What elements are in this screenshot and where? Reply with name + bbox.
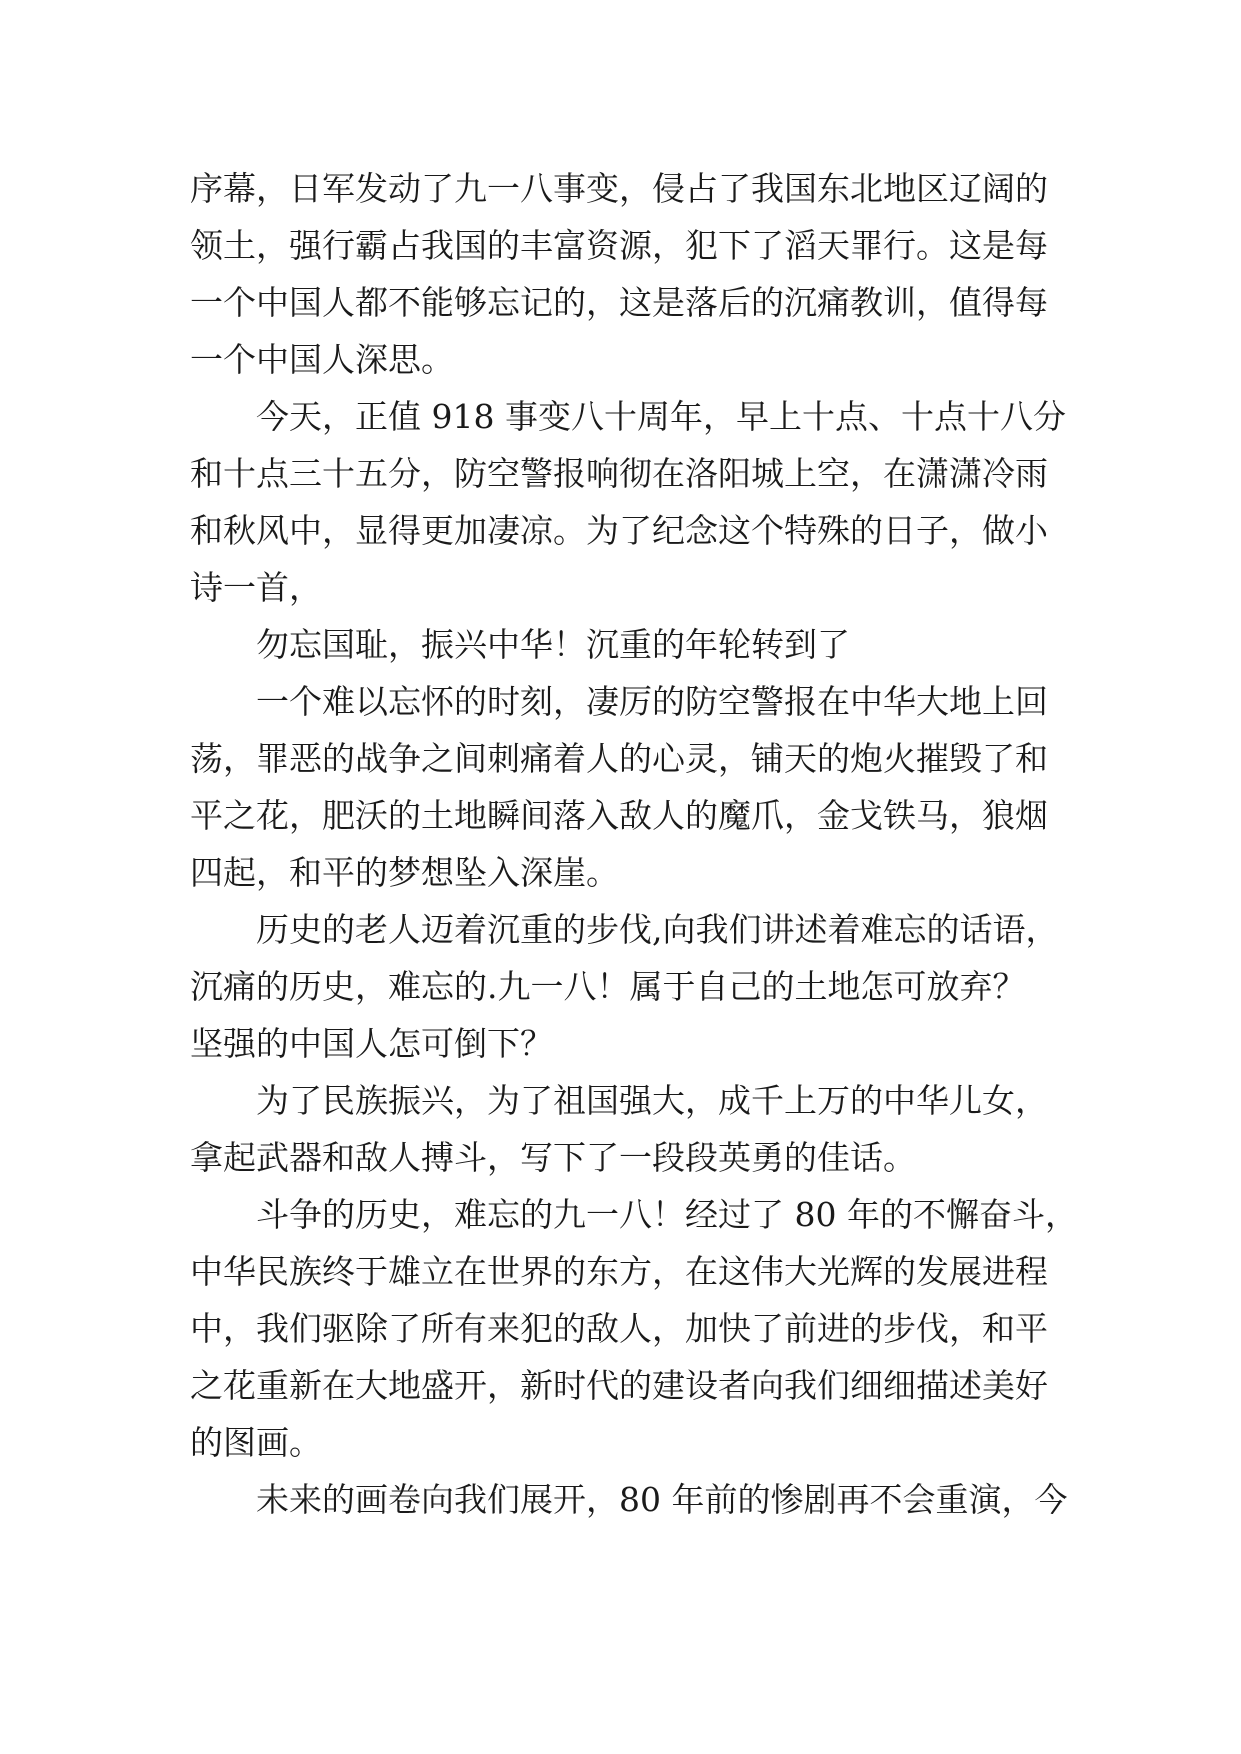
text-line: 一个中国人深思。 — [190, 340, 454, 379]
text-line: 中，我们驱除了所有来犯的敌人，加快了前进的步伐，和平 — [190, 1309, 1048, 1348]
text-line: 为了民族振兴，为了祖国强大，成千上万的中华儿女， — [190, 1081, 1048, 1120]
text-line: 拿起武器和敌人搏斗，写下了一段段英勇的佳话。 — [190, 1138, 916, 1177]
text-line: 和十点三十五分，防空警报响彻在洛阳城上空，在潇潇冷雨 — [190, 454, 1048, 493]
text-line: 坚强的中国人怎可倒下？ — [190, 1024, 553, 1063]
text-line: 和秋风中，显得更加凄凉。为了纪念这个特殊的日子，做小 — [190, 511, 1048, 550]
text-line: 一个难以忘怀的时刻，凄厉的防空警报在中华大地上回 — [190, 682, 1048, 721]
text-line: 历史的老人迈着沉重的步伐,向我们讲述着难忘的话语， — [190, 910, 1059, 949]
text-line: 中华民族终于雄立在世界的东方，在这伟大光辉的发展进程 — [190, 1252, 1048, 1291]
body-text — [190, 160, 1078, 1528]
text-line: 四起，和平的梦想坠入深崖。 — [190, 853, 619, 892]
text-line: 荡，罪恶的战争之间刺痛着人的心灵，铺天的炮火摧毁了和 — [190, 739, 1048, 778]
text-line: 今天，正值 918 事变八十周年，早上十点、十点十八分 — [190, 397, 1066, 436]
text-line: 平之花，肥沃的土地瞬间落入敌人的魔爪，金戈铁马，狼烟 — [190, 796, 1048, 835]
text-line: 一个中国人都不能够忘记的，这是落后的沉痛教训，值得每 — [190, 283, 1048, 322]
text-line: 勿忘国耻，振兴中华！沉重的年轮转到了 — [190, 625, 850, 664]
text-line: 未来的画卷向我们展开，80 年前的惨剧再不会重演，今 — [190, 1480, 1068, 1519]
text-line: 斗争的历史，难忘的九一八！经过了 80 年的不懈奋斗， — [190, 1195, 1078, 1234]
text-line: 之花重新在大地盛开，新时代的建设者向我们细细描述美好 — [190, 1366, 1048, 1405]
text-line: 诗一首， — [190, 568, 322, 607]
text-line: 的图画。 — [190, 1423, 322, 1462]
text-line: 领土，强行霸占我国的丰富资源，犯下了滔天罪行。这是每 — [190, 226, 1048, 265]
text-line: 沉痛的历史，难忘的.九一八！属于自己的土地怎可放弃？ — [190, 967, 1026, 1006]
text-line: 序幕，日军发动了九一八事变，侵占了我国东北地区辽阔的 — [190, 169, 1048, 208]
